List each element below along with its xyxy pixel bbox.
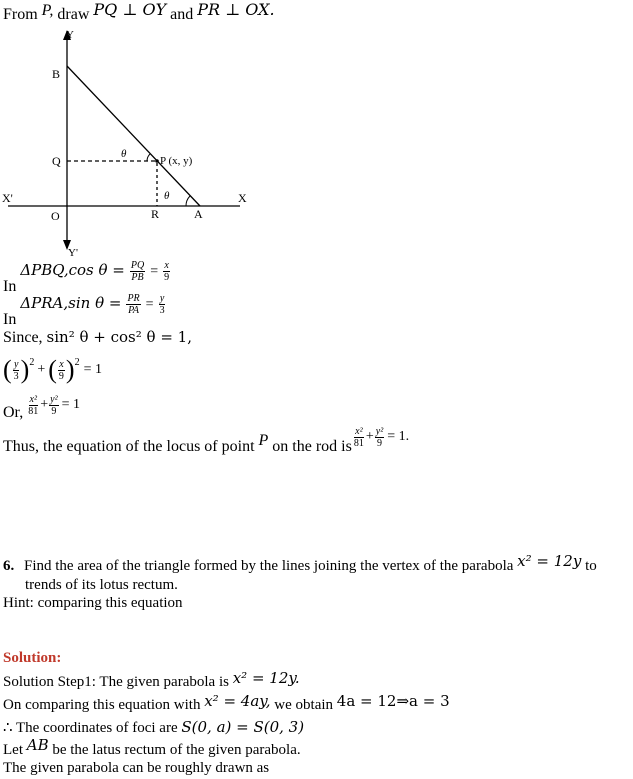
line1-expr: ΔPBQ,cos θ = [20, 261, 125, 280]
intro-from: From [3, 6, 38, 23]
s2-obtain: we obtain [274, 697, 334, 713]
q6-text1: Find the area of the triangle formed by the lines joining the vertex of the parabola [24, 558, 514, 574]
line4-sq2: 2 [74, 356, 80, 368]
s2-text: On comparing this equation with [3, 697, 201, 713]
line6-eq: = 1. [387, 429, 410, 444]
identity-line [3, 328, 192, 347]
line6-frac-y2-9: $\frac{\text{y²}}{9}$ [375, 425, 384, 449]
label-x-left: X' [2, 191, 13, 205]
s4-text: be the latus rectum of the given parabola. [52, 742, 301, 758]
s2-equation: x² = 4ay, [204, 692, 271, 710]
q6-hint: Hint: comparing this equation [3, 595, 183, 611]
line4-frac-x-9: $\frac{x}{9}$ [58, 358, 64, 382]
solution-heading: Solution: [3, 650, 62, 666]
locus-figure [0, 26, 260, 266]
q6-text2: trends of its lotus rectum. [25, 577, 178, 593]
line6-plus: + [365, 429, 374, 444]
s4-ab: AB [26, 736, 49, 754]
point-p [155, 159, 159, 163]
line1-eq: = [150, 264, 159, 280]
solution-step2 [3, 692, 450, 714]
angle-arc-p [147, 154, 150, 161]
solution-step1 [3, 669, 300, 691]
question-6 [3, 552, 631, 612]
cos-theta-line [3, 260, 171, 294]
intro-line [3, 0, 275, 24]
line2-expr: ΔPRA,sin θ = [20, 294, 122, 313]
label-b: B [52, 67, 61, 81]
line6-frac-x2-81: $\frac{\text{x²}}{81}$ [353, 425, 364, 449]
rod-ba [67, 66, 200, 206]
angle-arc-a [186, 196, 190, 206]
line3-expr: sin² θ + cos² θ = 1, [46, 328, 192, 346]
locus-conclusion-line [3, 420, 409, 454]
sin-theta-line [3, 293, 167, 327]
line5-eq: = 1 [61, 397, 80, 412]
line6-text: Thus, the equation of the locus of point [3, 438, 255, 455]
intro-draw: draw [57, 6, 90, 23]
line5-or: Or, [3, 404, 24, 421]
label-y-prime: Y' [68, 247, 78, 259]
line6-point-p: P [258, 432, 269, 449]
line5-plus: + [40, 397, 49, 412]
solution-step4 [3, 736, 301, 759]
s3-text: ∴ The coordinates of foci are [3, 720, 178, 736]
s4-let: Let [3, 742, 23, 758]
intro-pq-perp: PQ ⊥ OY [93, 0, 167, 19]
line1-frac-x-9: $\frac{x}{9}$ [164, 260, 170, 283]
solution-step5: The given parabola can be roughly drawn as [3, 760, 270, 776]
label-theta-a: θ [164, 190, 170, 202]
label-p: P (x, y) [160, 155, 193, 167]
squared-sum-line: ( $\frac{y}{3}$ ) 2 + ( $\frac{x}{9}$ ) 2 = 1 [3, 355, 102, 384]
label-x-right: X [238, 191, 247, 205]
label-o: O [51, 209, 60, 223]
q6-equation: x² = 12y [517, 552, 582, 570]
intro-and: and [170, 6, 194, 23]
line4-plus: + [37, 362, 46, 377]
label-q: Q [52, 154, 61, 168]
line2-in: In [3, 311, 17, 329]
line1-frac-pq-pb: $\frac{PQ}{PB}$ [130, 260, 145, 283]
ellipse-equation-line [3, 389, 80, 421]
line6-text2: on the rod is [272, 438, 352, 455]
line4-eq: = 1 [83, 362, 102, 377]
line2-eq: = [145, 297, 154, 313]
line2-frac-pr-pa: $\frac{PR}{PA}$ [127, 293, 140, 316]
s3-focus: S(0, a) = S(0, 3) [181, 718, 305, 736]
q6-number: 6. [3, 558, 15, 574]
label-a: A [194, 207, 203, 221]
line3-since: Since, [3, 329, 43, 346]
label-y: Y [66, 29, 74, 41]
q6-to: to [585, 558, 597, 574]
s2-result: 4a = 12⇒a = 3 [336, 692, 450, 710]
intro-point-p: P, [41, 2, 54, 19]
solution-step3 [3, 718, 304, 737]
line1-in: In [3, 278, 17, 296]
s1-text: Solution Step1: The given parabola is [3, 674, 229, 690]
line5-frac-y2-9: $\frac{\text{y²}}{9}$ [50, 393, 58, 417]
line2-frac-y-3: $\frac{y}{3}$ [159, 293, 165, 316]
line5-frac-x2-81: $\frac{\text{x²}}{81}$ [28, 393, 39, 417]
s1-equation: x² = 12y. [232, 669, 300, 687]
intro-pr-perp: PR ⊥ OX. [197, 0, 275, 19]
label-r: R [151, 207, 160, 221]
line4-frac-y-3: $\frac{y}{3}$ [13, 358, 19, 382]
line4-sq1: 2 [29, 356, 35, 368]
label-theta-p: θ [121, 148, 127, 160]
